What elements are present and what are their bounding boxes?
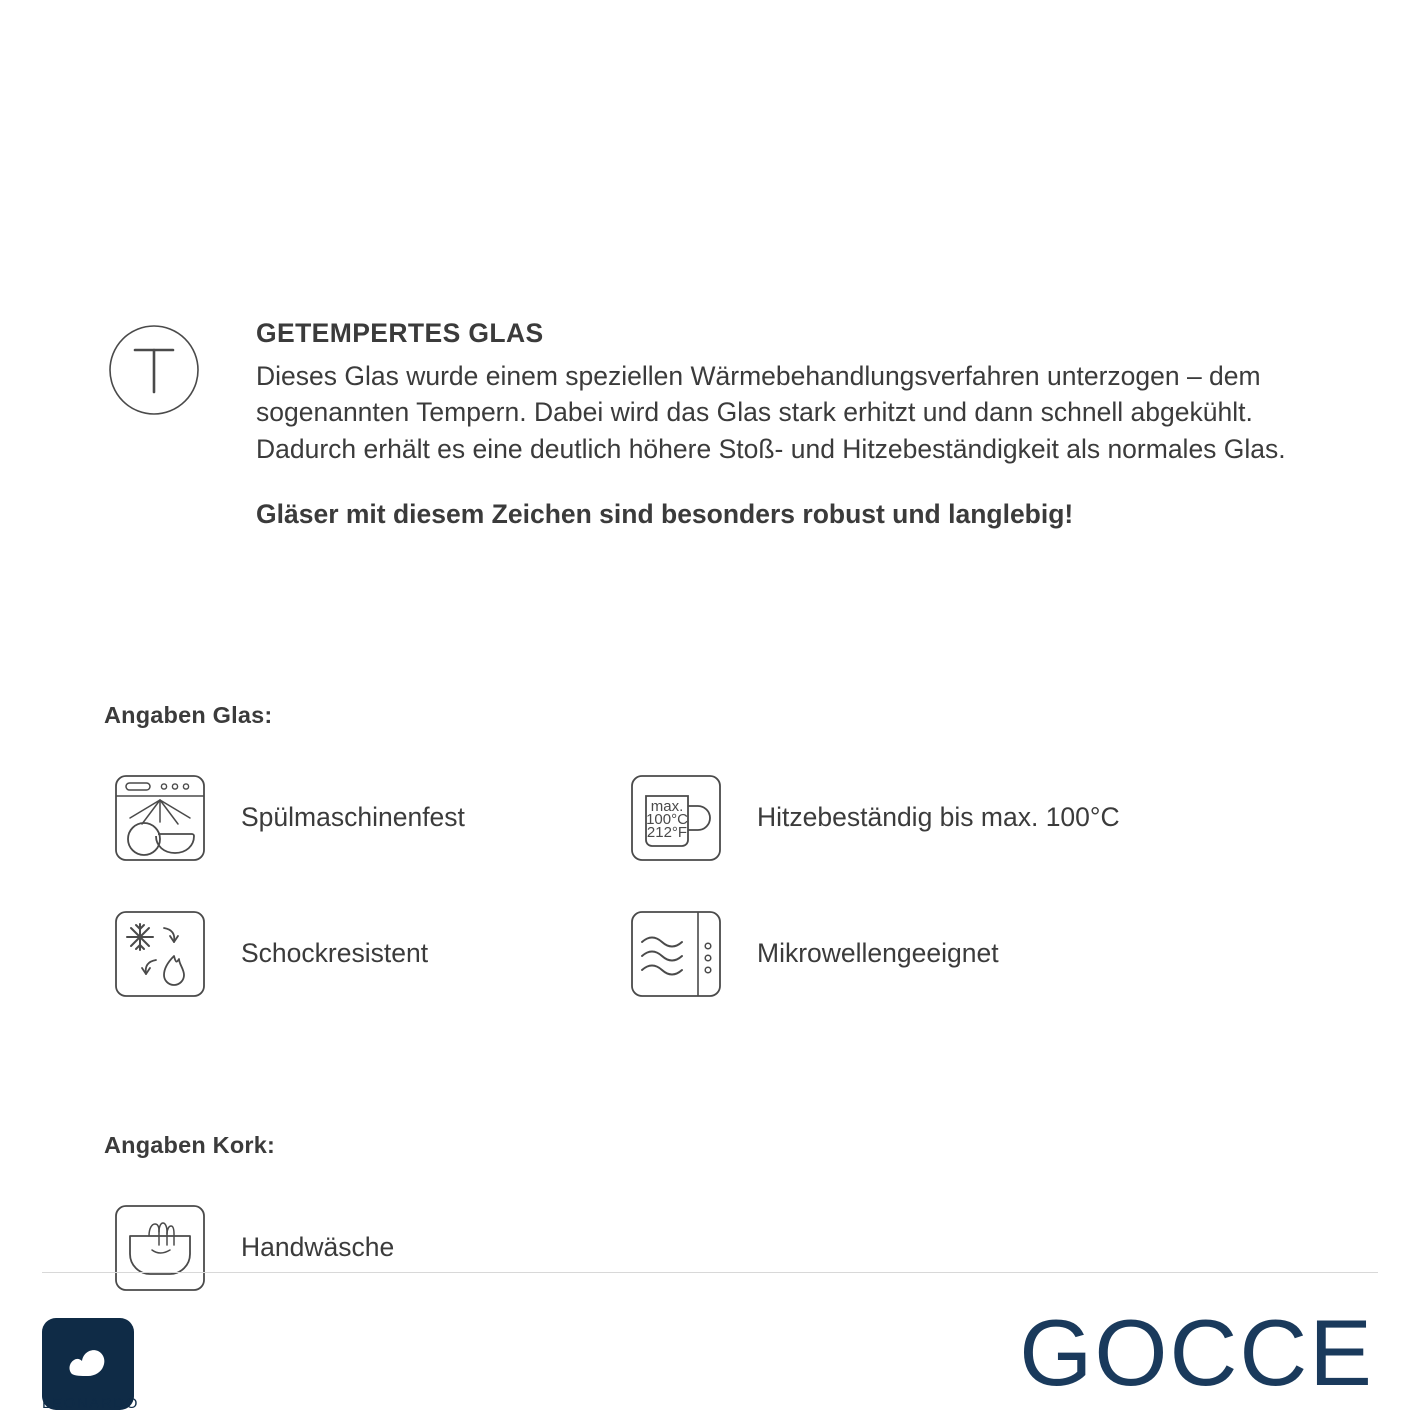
glass-specs-row (104, 762, 1344, 874)
gocce-product-logo: GOCCE (1019, 1300, 1374, 1405)
tempered-glass-block (104, 318, 1344, 532)
spec-label: Handwäsche (241, 1232, 395, 1263)
glass-specs-row (104, 898, 1344, 1010)
leonardo-brand-name: LEONARDO (42, 1395, 139, 1412)
spec-label: Mikrowellengeeignet (757, 938, 999, 969)
shock-resistant-icon (104, 898, 216, 1010)
hand-wash-icon (104, 1192, 216, 1304)
spec-microwave-safe (620, 898, 1344, 1010)
tempered-glass-icon (104, 320, 204, 420)
footer-divider (42, 1272, 1378, 1273)
spec-label: Schockresistent (241, 938, 429, 969)
spec-shock-resistant (104, 898, 620, 1010)
cork-specs-row (104, 1192, 1344, 1304)
tempered-glass-highlight: Gläser mit diesem Zeichen sind besonders robust und langlebig! (256, 498, 1074, 529)
spec-heat-resistant (620, 762, 1344, 874)
svg-text:max.: max. (650, 798, 684, 815)
glass-section-heading: Angaben Glas: (104, 702, 273, 728)
heat-resistant-mug-icon (620, 762, 732, 874)
tempered-glass-title: GETEMPERTES GLAS (256, 318, 544, 348)
spec-hand-wash (104, 1192, 620, 1304)
microwave-safe-icon (620, 898, 732, 1010)
tempered-glass-body: Dieses Glas wurde einem speziellen Wärmebehandlungsverfahren unterzogen – dem sogenannten Tempern. Dabei wird das Glas stark erhitzt und dann schnell abgekühlt. Dadurch erhält es eine deutlich höhere Stoß- und Hitzebeständigkeit als normales Glas. (256, 361, 1286, 464)
svg-text:100°C: 100°C (646, 811, 688, 828)
cork-section-heading: Angaben Kork: (104, 1132, 276, 1158)
cork-specs-grid (104, 1192, 1344, 1304)
spec-label: Hitzebeständig bis max. 100°C (757, 802, 1120, 833)
glass-specs-grid (104, 762, 1344, 1010)
spec-label: Spülmaschinenfest (241, 802, 465, 833)
svg-text:212°F: 212°F (646, 824, 688, 841)
dishwasher-safe-icon (104, 762, 216, 874)
tempered-glass-text (256, 318, 1344, 532)
spec-dishwasher-safe (104, 762, 620, 874)
